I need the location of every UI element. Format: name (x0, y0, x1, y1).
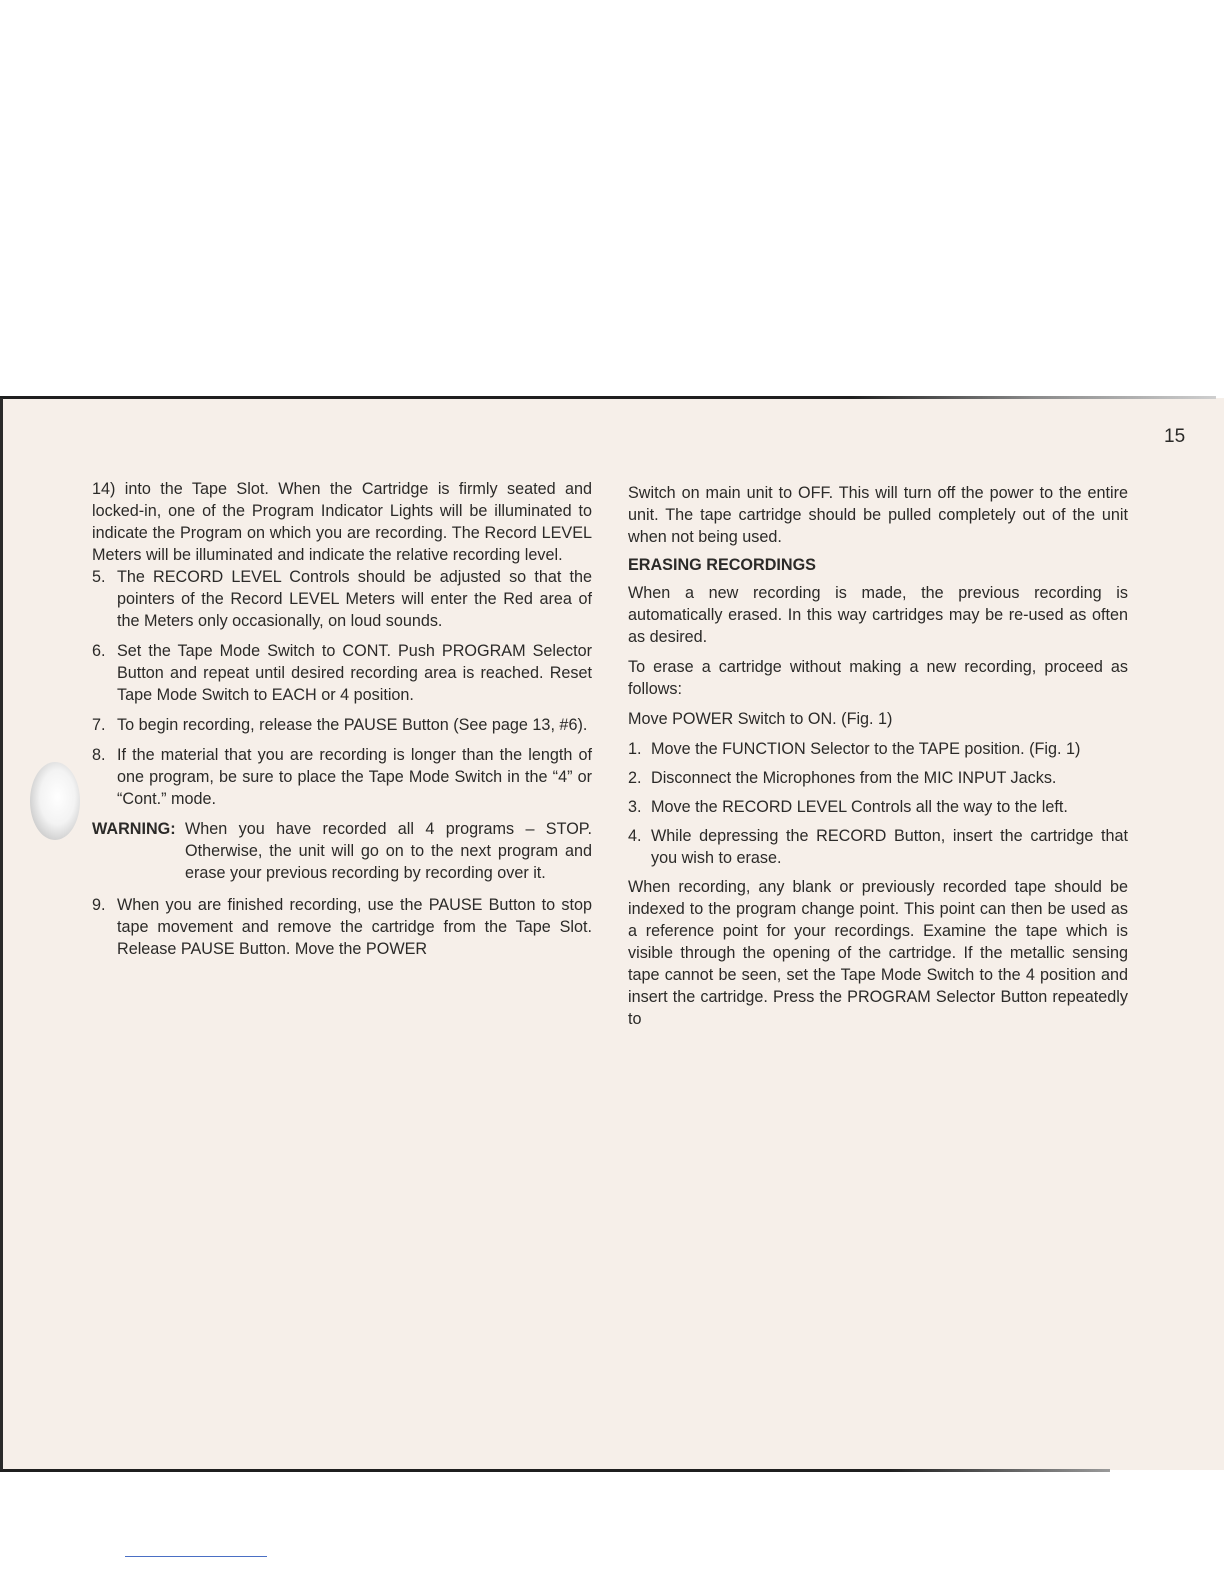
list-item-7 (92, 714, 592, 736)
item-text: If the material that you are recording is longer than the length of one program, be sure to place the Tape Mode Switch in the “4” or “Cont.” mode. (117, 746, 592, 808)
item-number: 8. (92, 746, 106, 764)
paragraph: When recording, any blank or previously recorded tape should be indexed to the program change point. This point can then be used as a reference point for your recordings. Examine the tape which is visible through the opening of the cartridge. If the metallic sensing tape cannot be seen, set the Tape Mode Switch to the 4 position and insert the cartridge. Press the PROGRAM Selector Button repeatedly to (628, 878, 1128, 1028)
item-number: 1. (628, 740, 642, 758)
item-text: Move the FUNCTION Selector to the TAPE position. (Fig. 1) (651, 740, 1081, 758)
top-border-line (0, 396, 1216, 399)
page-left-edge (0, 398, 3, 1470)
erase-step-3 (628, 796, 1128, 818)
item-text: The RECORD LEVEL Controls should be adjusted so that the pointers of the Record LEVEL Meters will enter the Red area of the Meters only occasionally, on loud sounds. (117, 568, 592, 630)
item-number: 3. (628, 798, 642, 816)
continued-paragraph: Switch on main unit to OFF. This will turn off the power to the entire unit. The tape cartridge should be pulled completely out of the unit when not being used. (628, 484, 1128, 546)
item-number: 9. (92, 896, 106, 914)
section-heading: ERASING RECORDINGS (628, 556, 816, 574)
paragraph: When a new recording is made, the previous recording is automatically erased. In this way cartridges may be re-used as often as desired. (628, 584, 1128, 646)
list-item-8 (92, 744, 592, 810)
list-item-9 (92, 894, 592, 960)
item-number: 4. (628, 827, 642, 845)
item-number: 7. (92, 716, 106, 734)
item-text: When you are finished recording, use the PAUSE Button to stop tape movement and remove the cartridge from the Tape Slot. Release PAUSE Button. Move the POWER (117, 896, 592, 958)
right-column (628, 482, 1128, 1038)
warning-text: When you have recorded all 4 programs – STOP. Otherwise, the unit will go on to the next program and erase your previous recording by recording over it. (185, 820, 592, 882)
item-number: 2. (628, 769, 642, 787)
continued-paragraph: 14) into the Tape Slot. When the Cartridge is firmly seated and locked-in, one of the Program Indicator Lights will be illuminated to indicate the Program on which you are recording. The Record LEVEL Meters will be illuminated and indicate the relative recording level. (92, 480, 592, 564)
warning-block (92, 818, 592, 884)
paragraph: To erase a cartridge without making a new recording, proceed as follows: (628, 658, 1128, 698)
list-item-6 (92, 640, 592, 706)
item-text: Set the Tape Mode Switch to CONT. Push PROGRAM Selector Button and repeat until desired recording area is reached. Reset Tape Mode Switch to EACH or 4 position. (117, 642, 592, 704)
bottom-border-line (0, 1469, 1110, 1472)
list-item-5 (92, 566, 592, 632)
paragraph: Move POWER Switch to ON. (Fig. 1) (628, 710, 893, 728)
erase-step-4 (628, 825, 1128, 869)
binder-hole (30, 762, 80, 840)
item-number: 6. (92, 642, 106, 660)
item-text: Disconnect the Microphones from the MIC INPUT Jacks. (651, 769, 1057, 787)
item-text: Move the RECORD LEVEL Controls all the way to the left. (651, 798, 1068, 816)
erase-step-1 (628, 738, 1128, 760)
left-column (92, 478, 592, 968)
warning-label: WARNING: (92, 820, 176, 838)
erase-step-2 (628, 767, 1128, 789)
page-number: 15 (1164, 426, 1186, 447)
item-text: To begin recording, release the PAUSE Button (See page 13, #6). (117, 716, 588, 734)
item-text: While depressing the RECORD Button, insert the cartridge that you wish to erase. (651, 827, 1128, 867)
item-number: 5. (92, 568, 106, 586)
footnote-rule (125, 1556, 267, 1557)
